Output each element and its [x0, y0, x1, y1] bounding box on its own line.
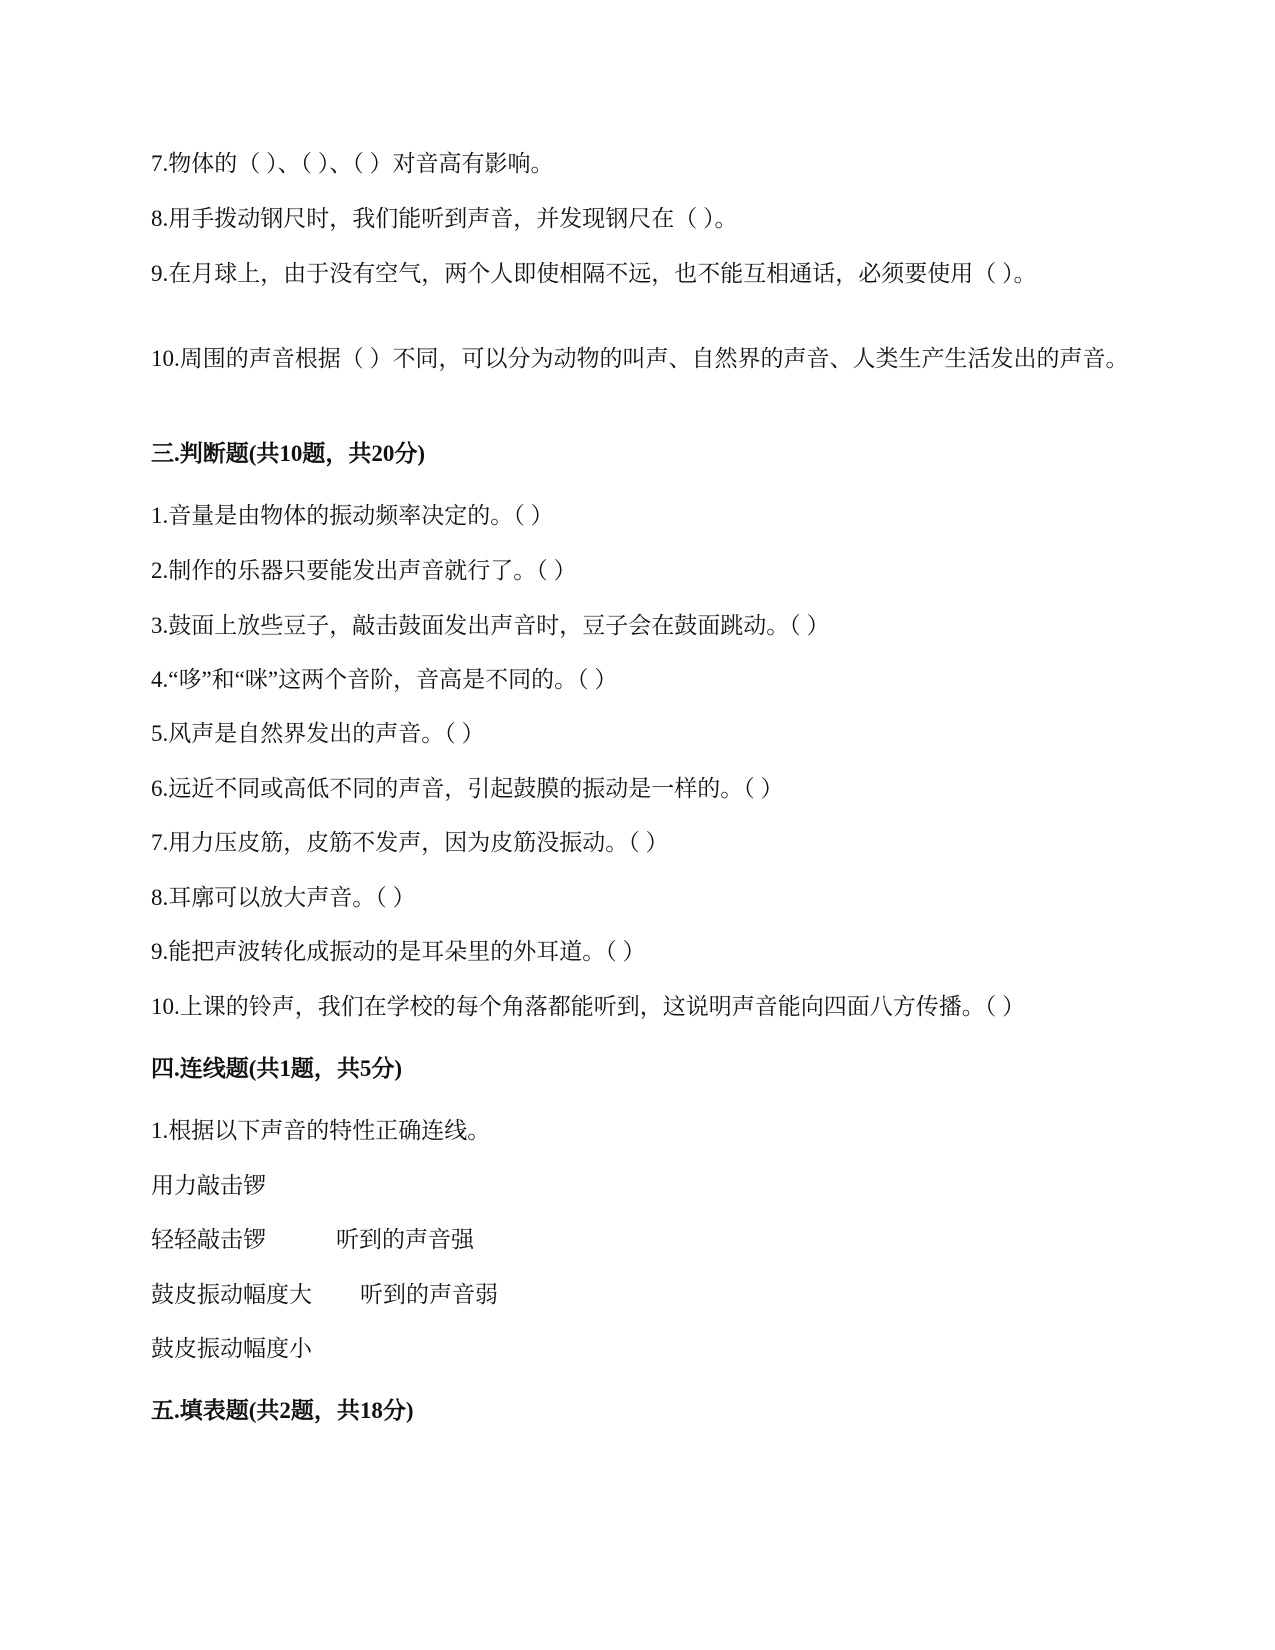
- section-4-heading: 四.连线题(共1题，共5分): [151, 1056, 403, 1081]
- fill-blank-question-7: 7.物体的（ ）、（ ）、（ ）对音高有影响。: [151, 151, 554, 176]
- true-false-question-4: 4.“哆”和“咪”这两个音阶，音高是不同的。（ ）: [151, 667, 618, 692]
- true-false-question-9: 9.能把声波转化成振动的是耳朵里的外耳道。（ ）: [151, 939, 646, 964]
- matching-left-item-4: 鼓皮振动幅度小: [151, 1336, 312, 1361]
- matching-right-item-2: 听到的声音弱: [360, 1282, 498, 1307]
- true-false-question-6: 6.远近不同或高低不同的声音，引起鼓膜的振动是一样的。（ ）: [151, 776, 784, 801]
- fill-blank-question-10: 10.周围的声音根据（ ）不同，可以分为动物的叫声、自然界的声音、人类生产生活发出的声音。: [151, 346, 1129, 371]
- fill-blank-question-8: 8.用手拨动钢尺时，我们能听到声音，并发现钢尺在（ ）。: [151, 206, 738, 231]
- section-5-heading: 五.填表题(共2题，共18分): [151, 1398, 414, 1423]
- true-false-question-1: 1.音量是由物体的振动频率决定的。（ ）: [151, 503, 554, 528]
- true-false-question-8: 8.耳廓可以放大声音。（ ）: [151, 885, 416, 910]
- true-false-question-5: 5.风声是自然界发出的声音。（ ）: [151, 721, 485, 746]
- matching-question-1: 1.根据以下声音的特性正确连线。: [151, 1118, 491, 1143]
- matching-left-item-1: 用力敲击锣: [151, 1173, 266, 1198]
- true-false-question-2: 2.制作的乐器只要能发出声音就行了。（ ）: [151, 558, 577, 583]
- matching-right-item-1: 听到的声音强: [336, 1227, 474, 1252]
- true-false-question-10: 10.上课的铃声，我们在学校的每个角落都能听到，这说明声音能向四面八方传播。（ ）: [151, 994, 1025, 1019]
- fill-blank-question-9: 9.在月球上，由于没有空气，两个人即使相隔不远，也不能互相通话，必须要使用（ ）。: [151, 261, 1037, 286]
- section-3-heading: 三.判断题(共10题，共20分): [151, 441, 426, 466]
- true-false-question-3: 3.鼓面上放些豆子，敲击鼓面发出声音时，豆子会在鼓面跳动。（ ）: [151, 613, 830, 638]
- true-false-question-7: 7.用力压皮筋，皮筋不发声，因为皮筋没振动。（ ）: [151, 830, 669, 855]
- matching-left-item-2: 轻轻敲击锣: [151, 1227, 266, 1252]
- matching-left-item-3: 鼓皮振动幅度大: [151, 1282, 312, 1307]
